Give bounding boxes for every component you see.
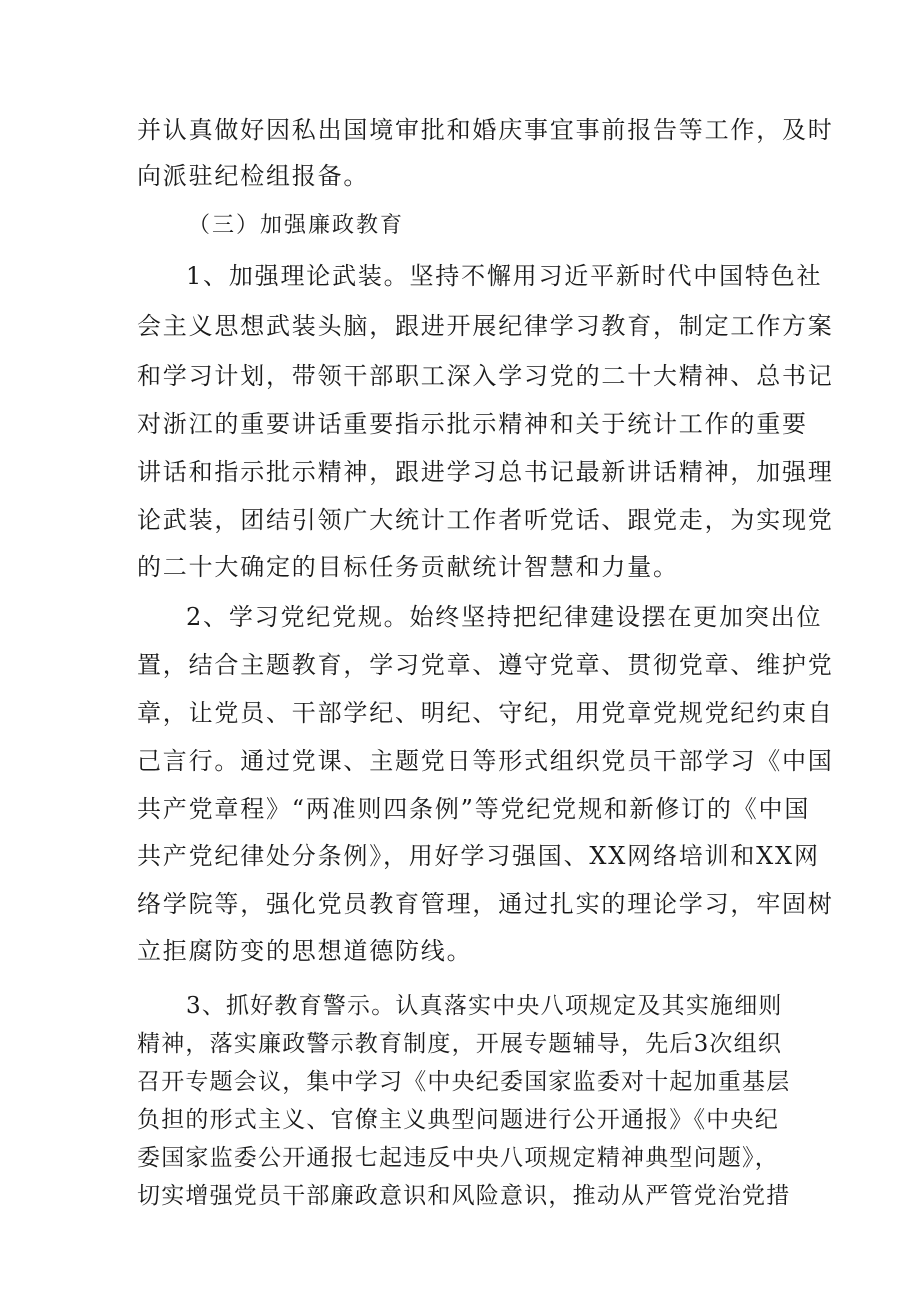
section-heading: （三）加强廉政教育 [188, 213, 405, 238]
paragraph-line: 2、学习党纪党规。始终坚持把纪律建设摆在更加突出位 [186, 603, 823, 631]
paragraph-line: 精神，落实廉政警示教育制度，开展专题辅导，先后3次组织 [137, 1031, 783, 1057]
paragraph-line: 委国家监委公开通报七起违反中央八项规定精神典型问题》， [137, 1145, 779, 1171]
paragraph-line: 3、抓好教育警示。认真落实中央八项规定及其实施细则 [186, 993, 783, 1019]
paragraph-line: 会主义思想武装头脑，跟进开展纪律学习教育，制定工作方案 [137, 312, 834, 340]
paragraph-line: 召开专题会议，集中学习《中央纪委国家监委对十起加重基层 [137, 1069, 791, 1095]
paragraph-line: 章，让党员、干部学纪、明纪、守纪，用党章党规党纪约束自 [137, 699, 834, 727]
paragraph-line: 的二十大确定的目标任务贡献统计智慧和力量。 [137, 553, 679, 581]
paragraph-line: 共产党章程》“两准则四条例”等党纪党规和新修订的《中国 [137, 795, 811, 823]
paragraph-line: 讲话和指示批示精神，跟进学习总书记最新讲话精神，加强理 [137, 458, 834, 486]
paragraph-line: 对浙江的重要讲话重要指示批示精神和关于统计工作的重要 [137, 410, 808, 438]
paragraph-line: 并认真做好因私出国境审批和婚庆事宜事前报告等工作，及时 [137, 116, 834, 144]
paragraph-line: 立拒腐防变的思想道德防线。 [137, 937, 473, 965]
paragraph-line: 1、加强理论武装。坚持不懈用习近平新时代中国特色社 [186, 262, 823, 290]
paragraph-line: 负担的形式主义、官僚主义典型问题进行公开通报》《中央纪 [137, 1107, 779, 1133]
paragraph-line: 切实增强党员干部廉政意识和风险意识，推动从严管党治党措 [137, 1183, 791, 1209]
paragraph-line: 和学习计划，带领干部职工深入学习党的二十大精神、总书记 [137, 362, 834, 390]
paragraph-line: 络学院等，强化党员教育管理，通过扎实的理论学习，牢固树 [137, 890, 834, 918]
paragraph-line: 共产党纪律处分条例》，用好学习强国、XX网络培训和XX网 [137, 842, 820, 870]
paragraph-line: 论武装，团结引领广大统计工作者听党话、跟党走，为实现党 [137, 506, 834, 534]
paragraph-line: 向派驻纪检组报备。 [137, 162, 370, 190]
paragraph-line: 己言行。通过党课、主题党日等形式组织党员干部学习《中国 [137, 747, 834, 775]
paragraph-line: 置，结合主题教育，学习党章、遵守党章、贯彻党章、维护党 [137, 651, 834, 679]
